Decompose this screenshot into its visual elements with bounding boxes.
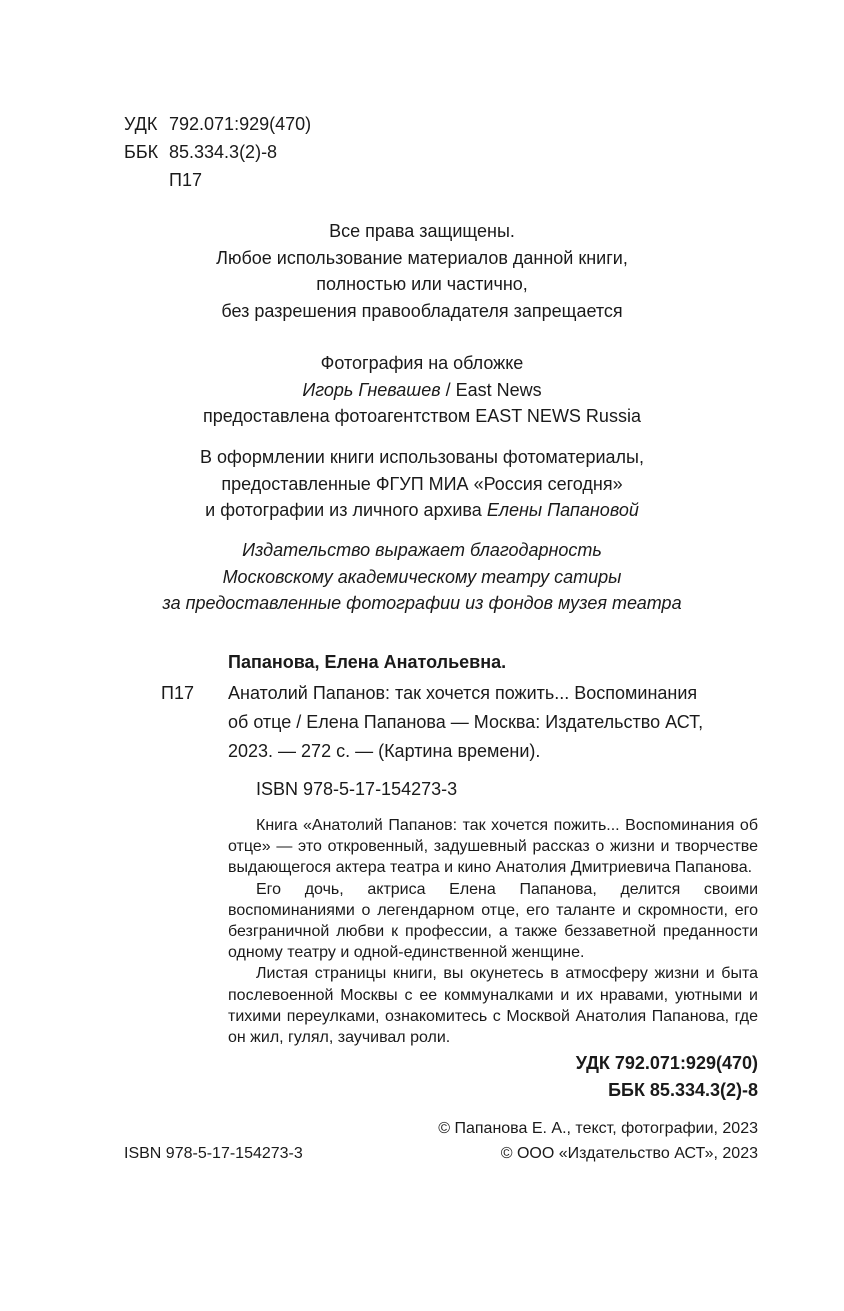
bib-line: Анатолий Папанов: так хочется пожить... Воспоминания: [228, 683, 698, 703]
rights-line: полностью или частично,: [316, 274, 528, 294]
annotation-paragraph: Его дочь, актриса Елена Папанова, делится своими воспоминаниями о легендарном отце, его таланте и скромности, его безграничной любви к профессии, а также беззаветной преданности одному театру и одной-единственной женщине.: [228, 880, 758, 962]
udk-value: 792.071:929(470): [169, 114, 312, 134]
cover-photo-line: предоставлена фотоагентством EAST NEWS Russia: [203, 406, 641, 426]
footer-udk: УДК 792.071:929(470): [575, 1053, 758, 1073]
photo-agency: / East News: [440, 379, 542, 400]
gratitude-line: Московскому академическому театру сатиры: [222, 566, 622, 587]
photos-credit-text: и фотографии из личного архива: [205, 500, 487, 520]
copyright-publisher: © ООО «Издательство АСТ», 2023: [500, 1145, 758, 1162]
udk-code: [124, 114, 311, 135]
photo-materials-credit: [0, 444, 844, 524]
copyright-isbn: ISBN 978-5-17-154273-3: [124, 1145, 303, 1162]
bib-author: Папанова, Елена Анатольевна.: [228, 652, 507, 672]
archive-owner: Елены Папановой: [486, 500, 639, 520]
annotation-paragraph: Книга «Анатолий Папанов: так хочется пожить... Воспоминания об отце» — это откровенный, задушевный рассказ о жизни и творчестве выдающегося актера театра и кино Анатолия Дмитриевича Папанова.: [228, 817, 758, 877]
bib-line: 2023. — 272 с. — (Картина времени).: [228, 741, 541, 761]
publisher-gratitude: [0, 537, 844, 617]
photos-credit-line: В оформлении книги использованы фотоматериалы,: [200, 447, 644, 467]
bib-line: об отце / Елена Папанова — Москва: Издательство АСТ,: [228, 712, 704, 732]
photographer-name: Игорь Гневашев: [302, 379, 441, 400]
udk-label: УДК: [124, 114, 158, 134]
annotation: [228, 815, 758, 1048]
cover-photo-credit: [0, 350, 844, 430]
rights-line: Все права защищены.: [329, 221, 515, 241]
rights-notice: [0, 218, 844, 324]
cover-photo-line: Фотография на обложке: [320, 353, 524, 373]
bbk-value: 85.334.3(2)-8: [169, 142, 278, 162]
author-index: П17: [169, 170, 202, 190]
bib-isbn: ISBN 978-5-17-154273-3: [256, 779, 458, 799]
gratitude-line: за предоставленные фотографии из фондов музея театра: [162, 593, 682, 613]
rights-line: Любое использование материалов данной книги,: [216, 247, 628, 268]
bib-record: [228, 679, 758, 766]
bbk-label: ББК: [124, 142, 159, 162]
annotation-paragraph: Листая страницы книги, вы окунетесь в атмосферу жизни и быта послевоенной Москвы с ее коммуналками и их нравами, уютными и тихими переулками, ознакомитесь с Москвой Анатолия Папанова, где он жил, гулял, заучивал роли.: [228, 965, 758, 1047]
copyright-author: © Папанова Е. А., текст, фотографии, 2023: [438, 1120, 758, 1137]
gratitude-line: Издательство выражает благодарность: [242, 540, 602, 560]
bib-index: П17: [161, 683, 194, 703]
cover-photo-author: [0, 377, 844, 404]
bbk-code: [124, 142, 277, 163]
rights-line: без разрешения правообладателя запрещается: [221, 300, 623, 321]
photos-credit-line: [0, 497, 844, 524]
photos-credit-line: предоставленные ФГУП МИА «Россия сегодня»: [221, 473, 623, 494]
footer-bbk: ББК 85.334.3(2)-8: [608, 1080, 758, 1100]
